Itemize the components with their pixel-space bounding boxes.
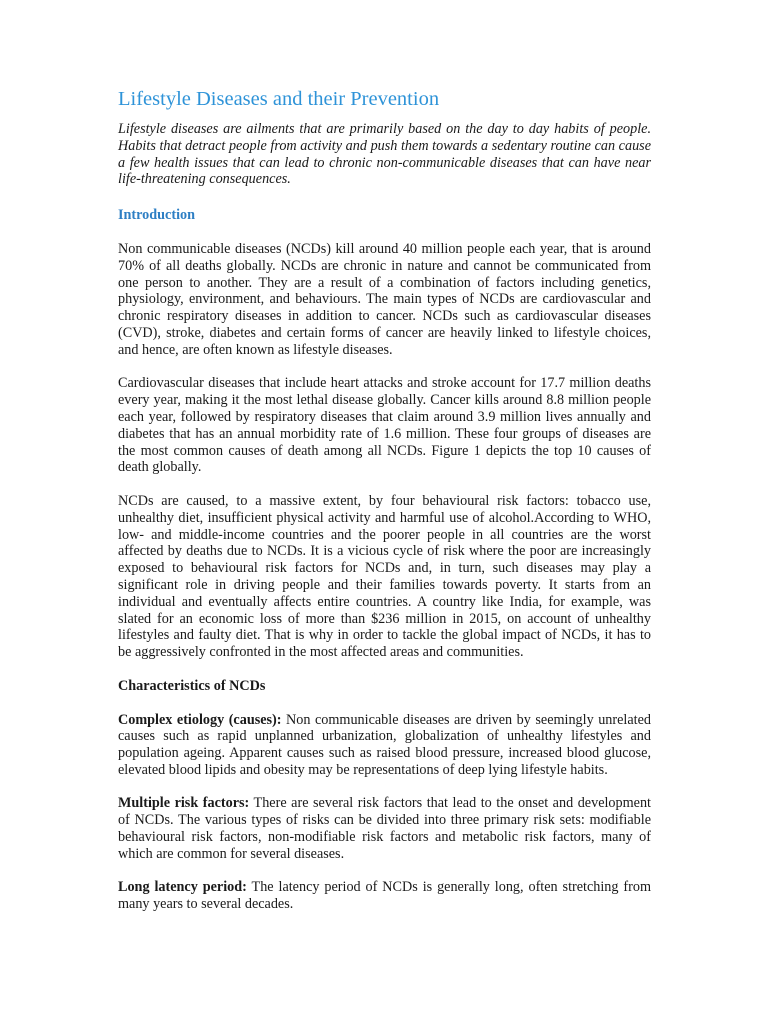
intro-paragraph-3: NCDs are caused, to a massive extent, by four behavioural risk factors: tobacco use, unhealthy diet, insufficient physical activity and harmful use of alcohol.According to WHO, low- and middle-income countries and the poorer people in all countries are the worst affected by deaths due to NCDs. It is a vicious cycle of risk where the poor are increasingly exposed to behavioural risk factors for NCDs and, in turn, such diseases may play a significant role in driving people and their families towards poverty. It starts from an individual and eventually affects entire countries. A country like India, for example, was slated for an economic loss of more than $236 million in 2015, on account of unhealthy lifestyles and faulty diet. That is why in order to tackle the global impact of NCDs, it has to be aggressively confronted in the most affected areas and communities.	[118, 492, 651, 661]
characteristic-label: Complex etiology (causes):	[118, 711, 282, 728]
introduction-heading: Introduction	[118, 207, 195, 224]
characteristic-text: Non communicable diseases are driven by seemingly unrelated causes such as rapid unplanned urbanization, globalization of unhealthy lifestyles and population ageing. Apparent causes such as raised blood pressure, increased blood glucose, elevated blood lipids and obesity may be representations of deep lying lifestyle habits.	[118, 711, 651, 778]
intro-paragraph-2: Cardiovascular diseases that include heart attacks and stroke account for 17.7 million deaths every year, making it the most lethal disease globally. Cancer kills around 8.8 million people each year, followed by respiratory diseases that claim around 3.9 million lives annually and diabetes that has an annual morbidity rate of 1.6 million. These four groups of diseases are the most common causes of death among all NCDs. Figure 1 depicts the top 10 causes of death globally.	[118, 375, 651, 476]
characteristic-long-latency	[118, 879, 651, 913]
characteristic-text: There are several risk factors that lead to the onset and development of NCDs. The various types of risks can be divided into three primary risk sets: modifiable behavioural risk factors, non-modifiable risk factors and metabolic risk factors, many of which are common for several diseases.	[118, 795, 651, 862]
characteristic-multiple-risk-factors	[118, 795, 651, 862]
characteristic-label: Multiple risk factors:	[118, 795, 250, 812]
characteristic-text: The latency period of NCDs is generally long, often stretching from many years to several decades.	[118, 879, 651, 913]
document-title: Lifestyle Diseases and their Prevention	[118, 88, 440, 110]
characteristic-complex-etiology	[118, 712, 651, 779]
characteristics-heading: Characteristics of NCDs	[118, 677, 266, 694]
intro-paragraph-1: Non communicable diseases (NCDs) kill around 40 million people each year, that is around 70% of all deaths globally. NCDs are chronic in nature and cannot be communicated from one person to another. They are a result of a combination of factors including genetics, physiology, environment, and behaviours. The main types of NCDs are cardiovascular and chronic respiratory diseases in addition to cancer. NCDs such as cardiovascular diseases (CVD), stroke, diabetes and certain forms of cancer are heavily linked to lifestyle choices, and hence, are often known as lifestyle diseases.	[118, 240, 651, 358]
document-abstract: Lifestyle diseases are ailments that are primarily based on the day to day habits of people. Habits that detract people from activity and push them towards a sedentary routine can cause a few health issues that can lead to chronic non-communicable diseases that can have near life-threatening consequences.	[118, 121, 651, 188]
characteristic-label: Long latency period:	[118, 879, 247, 896]
